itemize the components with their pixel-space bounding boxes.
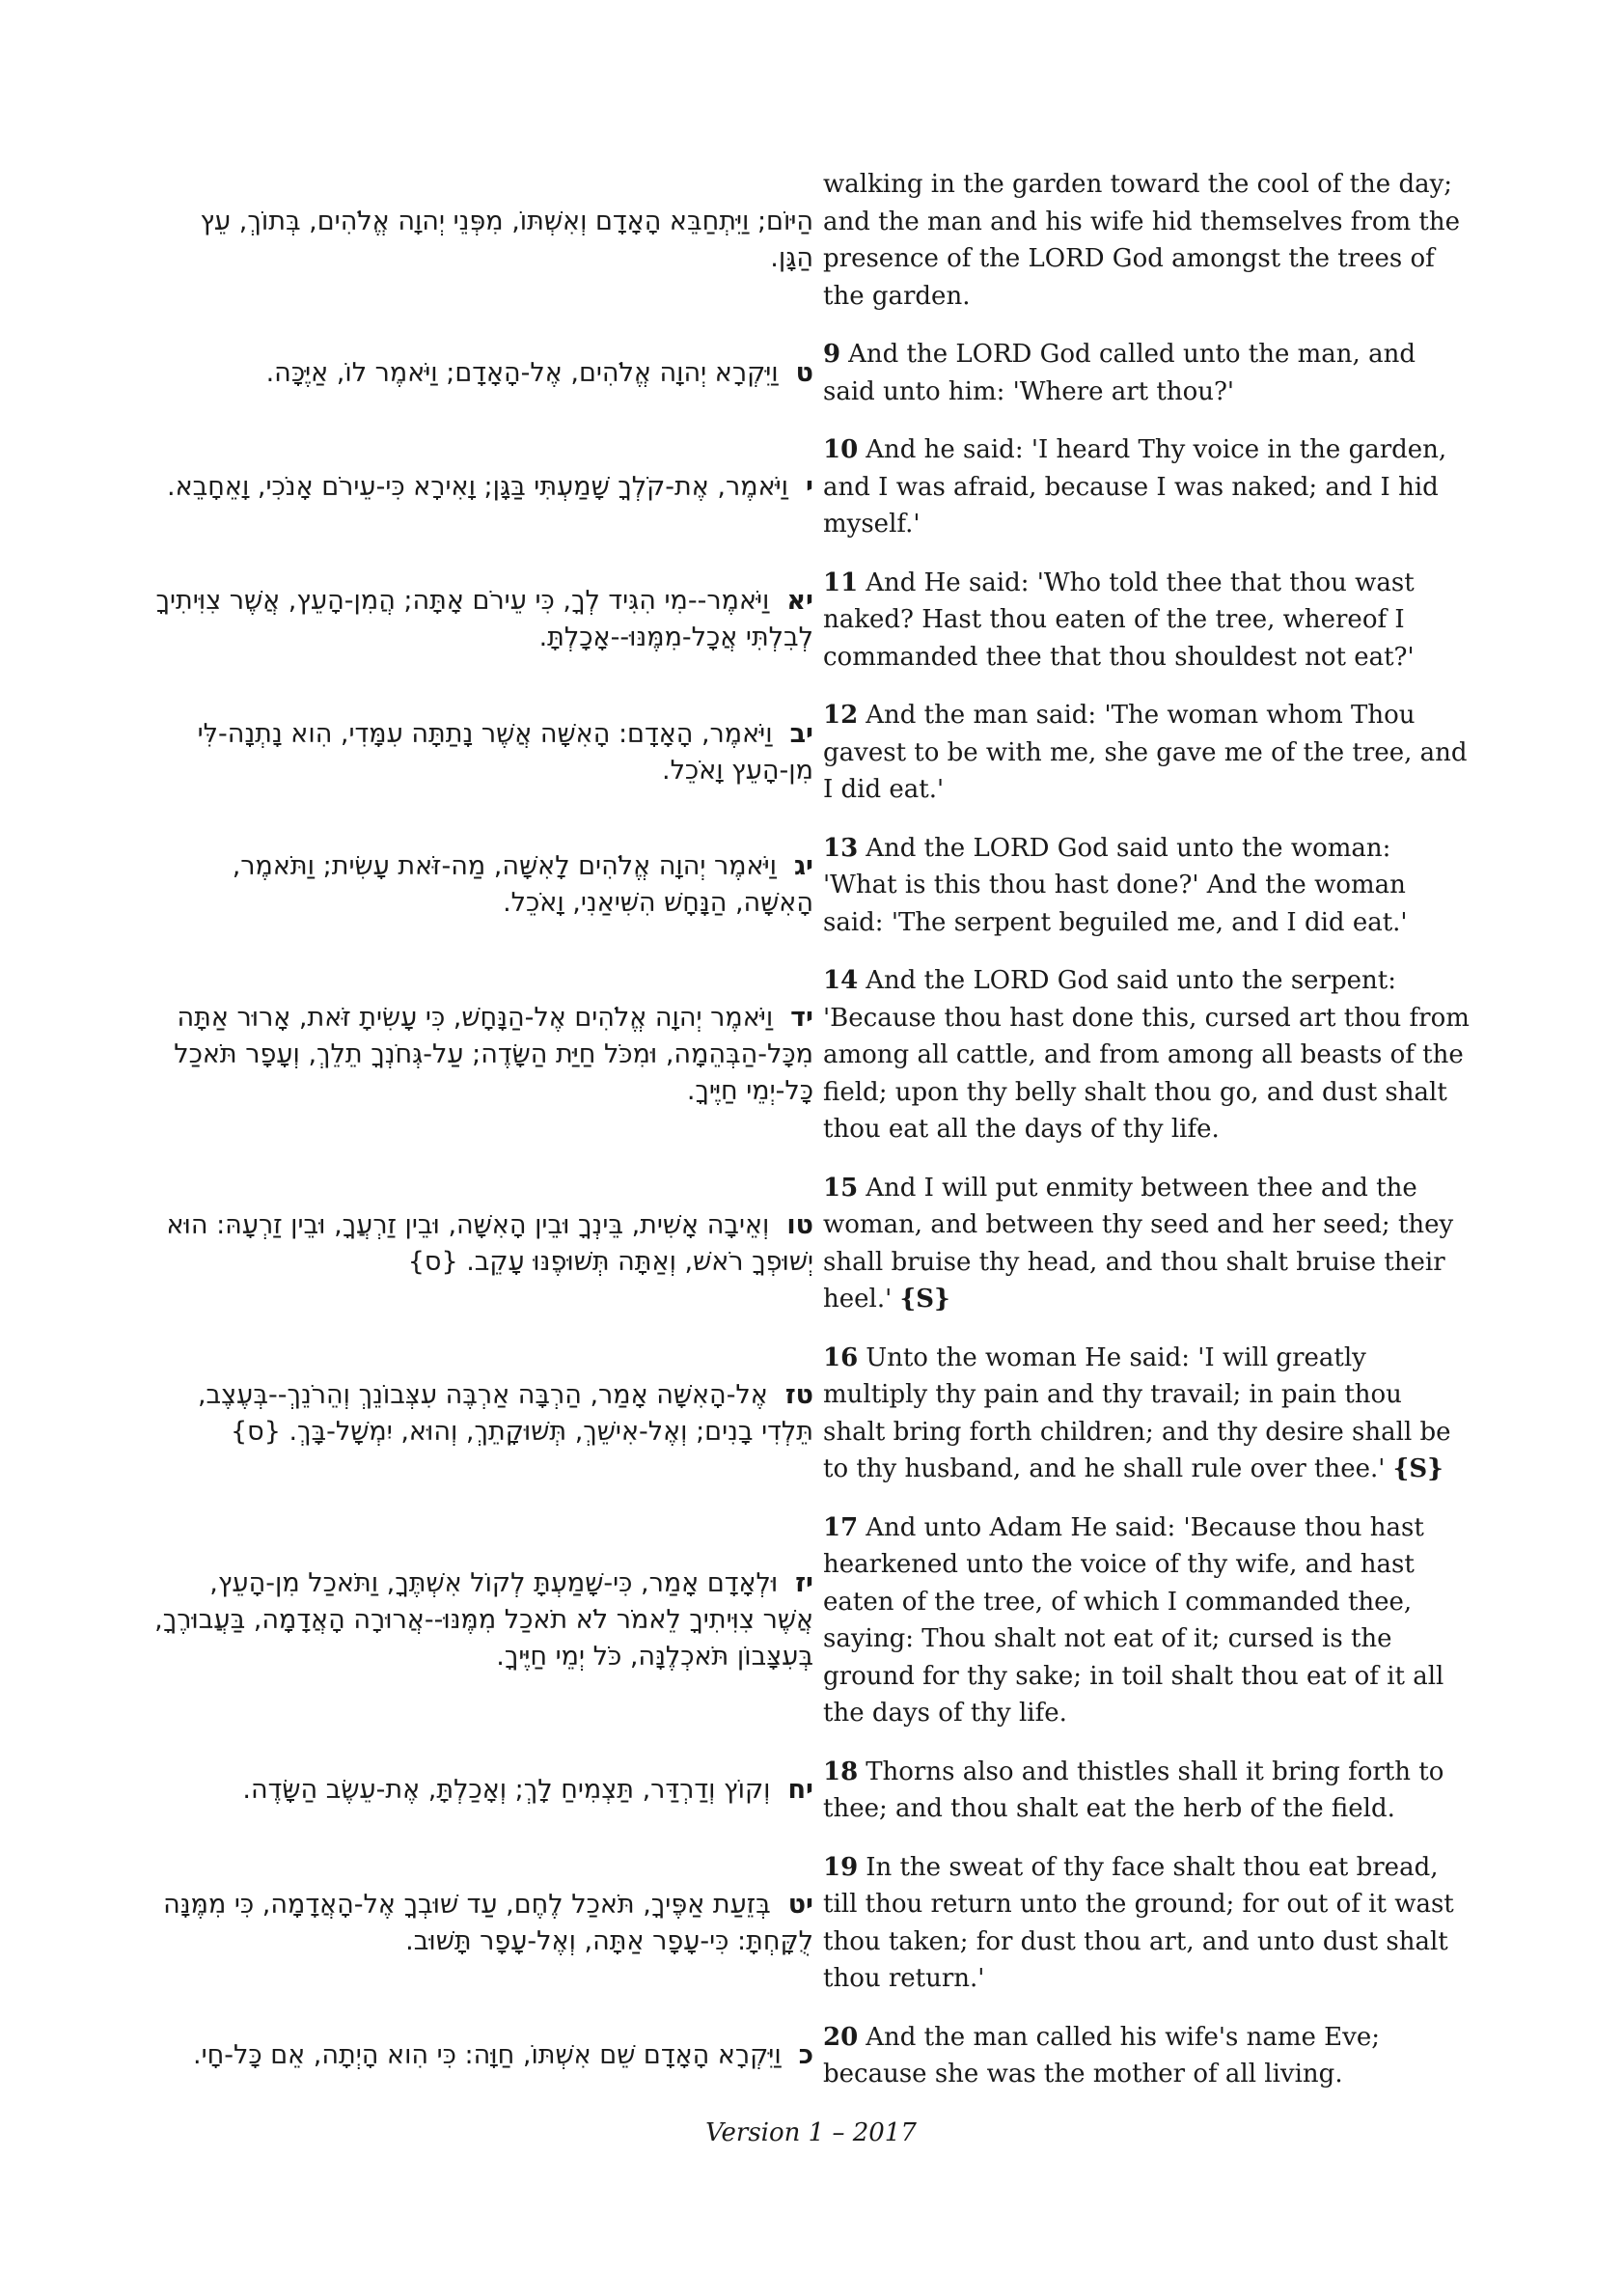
english-verse-number: 16 (823, 1342, 859, 1372)
hebrew-verse (154, 1377, 813, 1451)
hebrew-verse-number: יב (789, 718, 813, 749)
section-marker: {S} (899, 1285, 950, 1314)
hebrew-verse (154, 1207, 813, 1281)
english-verse-text: And the man called his wife's name Eve; because she was the mother of all living. (823, 2022, 1380, 2089)
verse-row (154, 697, 1471, 809)
hebrew-verse (154, 469, 813, 506)
hebrew-verse (154, 848, 813, 922)
verse-row (154, 2019, 1471, 2093)
english-verse-text: And unto Adam He said: 'Because thou hast hearkened unto the voice of thy wife, and hast eaten of the tree, of which I commanded thee, saying: Thou shalt not eat of it; cursed is the ground for thy sake; in toil shalt thou eat of it all the days of thy life. (823, 1512, 1444, 1728)
verse-row (154, 565, 1471, 677)
hebrew-verse-text: וַיֹּאמֶר, הָאָדָם: הָאִשָּׁה אֲשֶׁר נָתַתָּה עִמָּדִי, הִוא נָתְנָה-לִּי מִן-הָעֵץ וָאֹכֵל. (197, 718, 813, 786)
verse-row (154, 1170, 1471, 1318)
english-verse-text: And the LORD God said unto the serpent: 'Because thou hast done this, cursed art thou from among all cattle, and from among all beasts of the field; upon thy belly shalt thou go, and dust shalt thou eat all the days of thy life. (823, 966, 1470, 1144)
english-verse-number: 18 (823, 1757, 859, 1786)
english-verse (823, 1754, 1471, 1828)
verse-table (154, 166, 1471, 2115)
verse-row (154, 962, 1471, 1148)
english-verse-number: 15 (823, 1173, 859, 1203)
hebrew-verse-number: טז (784, 1379, 813, 1410)
hebrew-verse (154, 1887, 813, 1960)
hebrew-verse-text: וַיִּקְרָא הָאָדָם שֵׁם אִשְׁתּוֹ, חַוָּה: כִּי הִוא הָיְתָה, אֵם כָּל-חָי. (193, 2040, 782, 2070)
english-verse-text: Unto the woman He said: 'I will greatly multiply thy pain and thy travail; in pain thou shalt bring forth children; and thy desire shall be to thy husband, and he shall rule over thee.' (823, 1342, 1451, 1483)
english-verse (823, 1170, 1471, 1318)
hebrew-verse-number: י (806, 471, 813, 502)
section-marker: {S} (1392, 1454, 1443, 1483)
hebrew-verse-text: וַיֹּאמֶר--מִי הִגִּיד לְךָ, כִּי עֵירֹם אָתָּה; הֲמִן-הָעֵץ, אֲשֶׁר צִוִּיתִיךָ לְבִלְתִּי אֲכָל-מִמֶּנּוּ--אָכָלְתָּ. (155, 586, 813, 653)
verse-row (154, 166, 1471, 315)
english-verse-text: Thorns also and thistles shall it bring forth to thee; and thou shalt eat the herb of the field. (823, 1757, 1444, 1823)
version-footer: Version 1 – 2017 (705, 2118, 917, 2147)
english-verse (823, 166, 1471, 315)
verse-row (154, 1754, 1471, 1828)
hebrew-verse-text: וַיֹּאמֶר, אֶת-קֹלְךָ שָׁמַעְתִּי בַּגָּן; וָאִירָא כִּי-עֵירֹם אָנֹכִי, וָאֵחָבֵא. (167, 471, 789, 502)
hebrew-verse (154, 204, 813, 277)
hebrew-verse-number: ט (795, 357, 813, 388)
english-verse-text: walking in the garden toward the cool of the day; and the man and his wife hid themselves from the presence of the LORD God amongst the trees of the garden. (823, 170, 1460, 311)
english-verse (823, 962, 1471, 1148)
hebrew-verse-text: וְאֵיבָה אָשִׁית, בֵּינְךָ וּבֵין הָאִשָּׁה, וּבֵין זַרְעֲךָ, וּבֵין זַרְעָהּ: הוּא יְשׁוּפְךָ רֹאשׁ, וְאַתָּה תְּשׁוּפֶנּוּ עָקֵב. {ס} (166, 1209, 813, 1277)
hebrew-verse (154, 583, 813, 656)
hebrew-verse-text: וַיִּקְרָא יְהוָה אֱלֹהִים, אֶל-הָאָדָם; וַיֹּאמֶר לוֹ, אַיֶּכָּה. (265, 357, 779, 388)
hebrew-verse-number: יג (793, 851, 813, 882)
english-verse-text: In the sweat of thy face shalt thou eat bread, till thou return unto the ground; for out of it wast thou taken; for dust thou art, and unto dust shalt thou return.' (823, 1852, 1454, 1993)
english-verse-text: And the LORD God said unto the woman: 'What is this thou hast done?' And the woman said: 'The serpent beguiled me, and I did eat.' (823, 833, 1408, 937)
english-verse (823, 565, 1471, 677)
verse-row (154, 336, 1471, 410)
english-verse (823, 2019, 1471, 2093)
english-verse-number: 17 (823, 1512, 859, 1542)
hebrew-verse (154, 1000, 813, 1110)
hebrew-verse-text: בְּזֵעַת אַפֶּיךָ, תֹּאכַל לֶחֶם, עַד שׁוּבְךָ אֶל-הָאֲדָמָה, כִּי מִמֶּנָּה לֻקָּחְתָּ: כִּי-עָפָר אַתָּה, וְאֶל-עָפָר תָּשׁוּב. (163, 1889, 813, 1956)
hebrew-verse-number: יא (786, 586, 813, 617)
hebrew-verse-number: יד (790, 1003, 813, 1034)
hebrew-verse (154, 2037, 813, 2074)
english-verse (823, 431, 1471, 543)
english-verse-text: And I will put enmity between thee and the woman, and between thy seed and her seed; they shall bruise thy head, and thou shalt bruise their heel.' (823, 1173, 1454, 1314)
verse-row (154, 1509, 1471, 1732)
english-verse-number: 13 (823, 833, 859, 863)
verse-row (154, 431, 1471, 543)
hebrew-verse-number: כ (798, 2040, 813, 2070)
hebrew-verse-text: הַיּוֹם; וַיִּתְחַבֵּא הָאָדָם וְאִשְׁתּוֹ, מִפְּנֵי יְהוָה אֱלֹהִים, בְּתוֹךְ, עֵץ הַגָּן. (200, 207, 813, 273)
hebrew-verse-text: וַיֹּאמֶר יְהוָה אֱלֹהִים לָאִשָּׁה, מַה-זֹּאת עָשִׂית; וַתֹּאמֶר, הָאִשָּׁה, הַנָּחָשׁ הִשִּׁיאַנִי, וָאֹכֵל. (232, 851, 813, 919)
english-verse-number: 11 (823, 567, 859, 597)
english-verse-number: 10 (823, 435, 859, 464)
hebrew-verse (154, 1565, 813, 1675)
english-verse-text: And the man said: 'The woman whom Thou gavest to be with me, she gave me of the tree, and I did eat.' (823, 701, 1468, 804)
hebrew-verse (154, 716, 813, 789)
english-verse-text: And He said: 'Who told thee that thou wast naked? Hast thou eaten of the tree, whereof I commanded thee that thou shouldest not eat?' (823, 567, 1415, 672)
english-verse (823, 697, 1471, 809)
hebrew-verse (154, 355, 813, 392)
english-verse-number: 19 (823, 1852, 859, 1882)
hebrew-verse-number: יט (787, 1889, 813, 1920)
english-verse-number: 9 (823, 340, 841, 369)
hebrew-verse-text: וּלְאָדָם אָמַר, כִּי-שָׁמַעְתָּ לְקוֹל אִשְׁתֶּךָ, וַתֹּאכַל מִן-הָעֵץ, אֲשֶׁר צִוִּיתִיךָ לֵאמֹר לֹא תֹאכַל מִמֶּנּוּ--אֲרוּרָה הָאֲדָמָה, בַּעֲבוּרֶךָ, בְּעִצָּבוֹן תֹּאכְלֶנָּה, כֹּל יְמֵי חַיֶּיךָ. (154, 1568, 813, 1672)
hebrew-verse-number: טו (786, 1209, 813, 1240)
english-verse-number: 12 (823, 701, 859, 730)
english-verse (823, 830, 1471, 942)
hebrew-verse-number: יח (787, 1775, 813, 1805)
english-verse-number: 14 (823, 966, 859, 995)
english-verse-number: 20 (823, 2022, 859, 2052)
hebrew-verse-text: וְקוֹץ וְדַרְדַּר, תַּצְמִיחַ לָךְ; וְאָכַלְתָּ, אֶת-עֵשֶׂב הַשָּׂדֶה. (242, 1775, 771, 1805)
english-verse (823, 1340, 1471, 1488)
verse-row (154, 830, 1471, 942)
hebrew-verse-text: וַיֹּאמֶר יְהוָה אֱלֹהִים אֶל-הַנָּחָשׁ, כִּי עָשִׂיתָ זֹּאת, אָרוּר אַתָּה מִכָּל-הַבְּהֵמָה, וּמִכֹּל חַיַּת הַשָּׂדֶה; עַל-גְּחֹנְךָ תֵלֵךְ, וְעָפָר תֹּאכַל כָּל-יְמֵי חַיֶּיךָ. (174, 1003, 813, 1107)
verse-row (154, 1849, 1471, 1998)
english-verse (823, 1849, 1471, 1998)
english-verse-text: And he said: 'I heard Thy voice in the garden, and I was afraid, because I was naked; and I hid myself.' (823, 435, 1447, 539)
english-verse (823, 336, 1471, 410)
hebrew-verse-number: יז (795, 1568, 813, 1598)
hebrew-verse (154, 1772, 813, 1809)
verse-row (154, 1340, 1471, 1488)
english-verse-text: And the LORD God called unto the man, and said unto him: 'Where art thou?' (823, 340, 1416, 406)
english-verse (823, 1509, 1471, 1732)
hebrew-verse-text: אֶל-הָאִשָּׁה אָמַר, הַרְבָּה אַרְבֶּה עִצְּבוֹנֵךְ וְהֵרֹנֵךְ--בְּעֶצֶב, תֵּלְדִי בָנִים; וְאֶל-אִישֵׁךְ, תְּשׁוּקָתֵךְ, וְהוּא, יִמְשָׁל-בָּךְ. {ס} (197, 1379, 813, 1447)
